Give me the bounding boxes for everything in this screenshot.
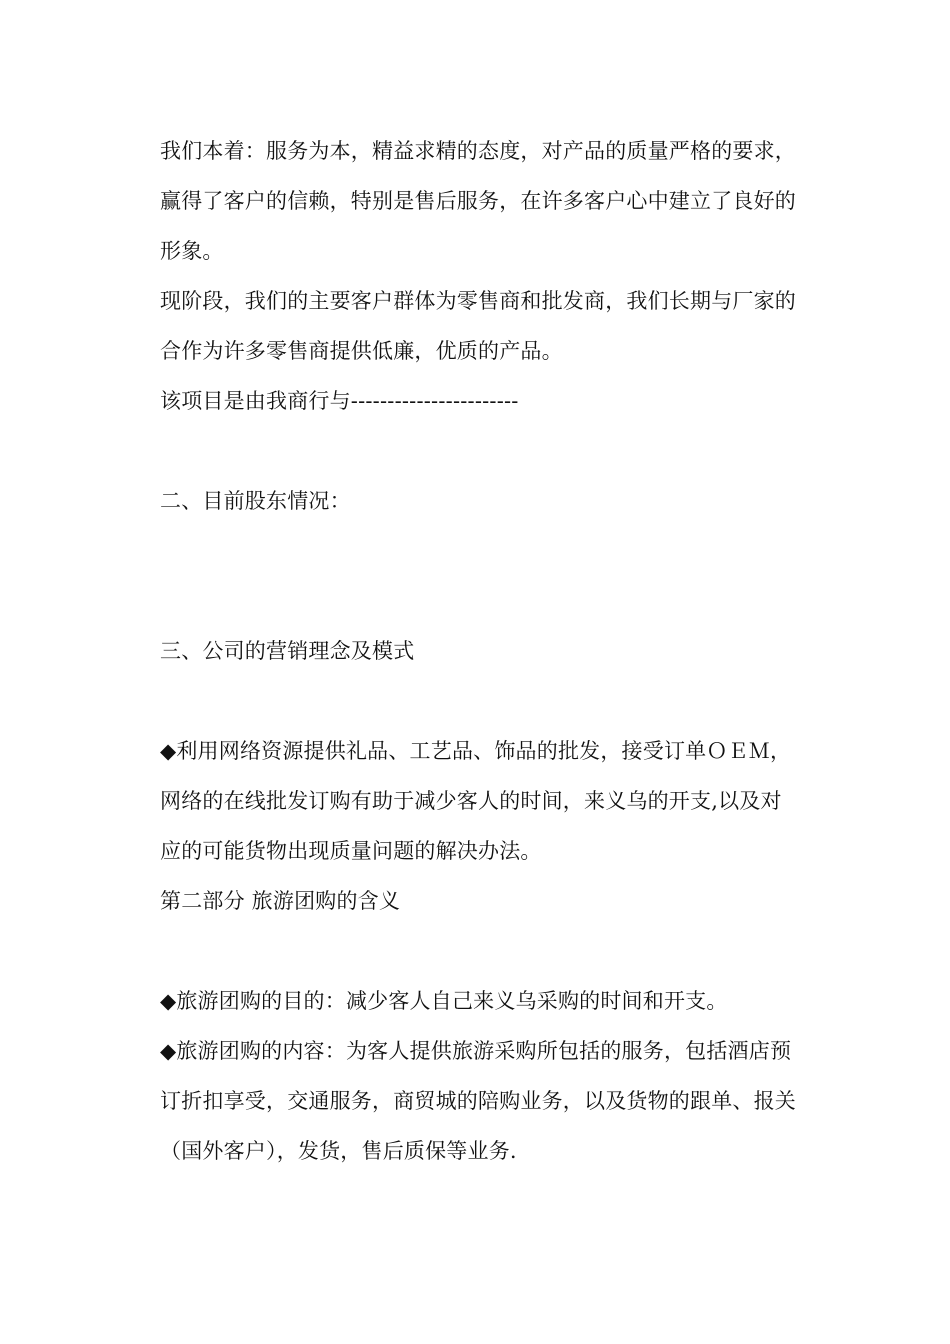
bullet-wholesale-line-1: ◆利用网络资源提供礼品、工艺品、饰品的批发，接受订单ＯＥＭ， (160, 739, 792, 763)
bullet-wholesale-line-2: 网络的在线批发订购有助于减少客人的时间，来义乌的开支,以及对 (160, 789, 782, 813)
bullet-wholesale-line-3: 应的可能货物出现质量问题的解决办法。 (160, 839, 542, 863)
bullet-tour-purpose: ◆旅游团购的目的：减少客人自己来义乌采购的时间和开支。 (160, 989, 728, 1013)
paragraph-intro-line-2: 赢得了客户的信赖，特别是售后服务，在许多客户心中建立了良好的 (160, 189, 796, 213)
bullet-tour-content-line-2: 订折扣享受，交通服务，商贸城的陪购业务，以及货物的跟单、报关 (160, 1089, 796, 1113)
paragraph-project-line: 该项目是由我商行与----------------------- (160, 389, 519, 413)
bullet-tour-content-line-3: （国外客户），发货，售后质保等业务. (160, 1139, 517, 1163)
paragraph-intro-line-1: 我们本着：服务为本，精益求精的态度，对产品的质量严格的要求， (160, 139, 796, 163)
paragraph-intro-line-3: 形象。 (160, 239, 224, 263)
section-heading-shareholders: 二、目前股东情况： (160, 489, 351, 513)
section-heading-marketing: 三、公司的营销理念及模式 (160, 639, 415, 663)
paragraph-customers-line-2: 合作为许多零售商提供低廉，优质的产品。 (160, 339, 563, 363)
bullet-tour-content-line-1: ◆旅游团购的内容：为客人提供旅游采购所包括的服务，包括酒店预 (160, 1039, 792, 1063)
paragraph-customers-line-1: 现阶段，我们的主要客户群体为零售商和批发商，我们长期与厂家的 (160, 289, 796, 313)
part-two-heading: 第二部分 旅游团购的含义 (160, 889, 401, 913)
